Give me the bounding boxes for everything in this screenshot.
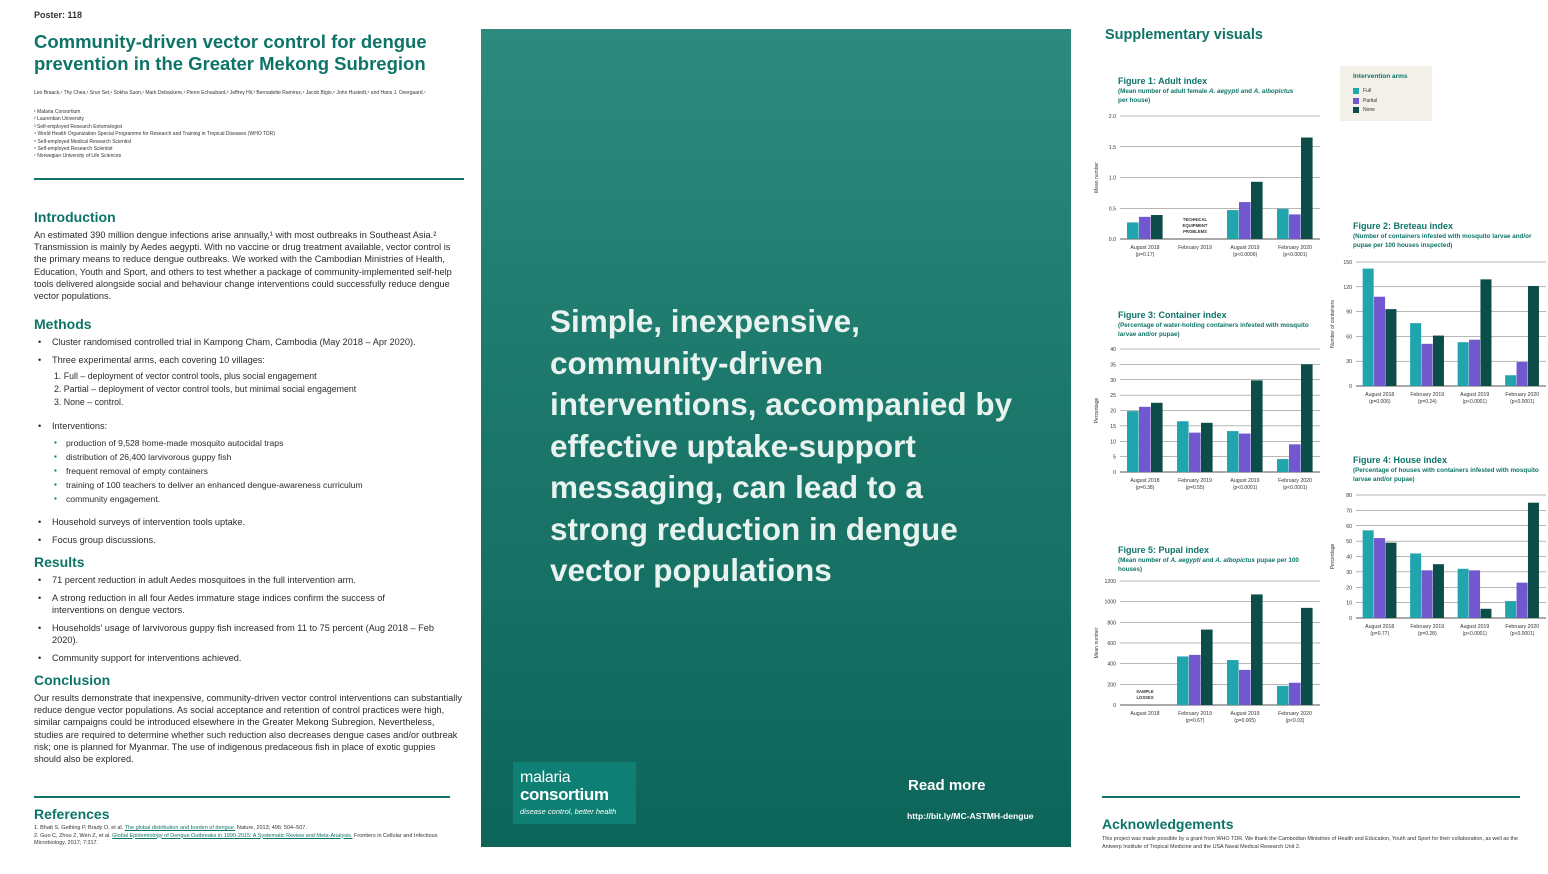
y-axis-label: Number of containers	[1330, 300, 1336, 348]
chart-annotation: EQUIPMENT	[1182, 223, 1208, 228]
figure-2-title: Figure 2: Breteau index	[1353, 221, 1454, 231]
x-tick-label: February 2019	[1410, 624, 1445, 630]
malaria-consortium-logo	[513, 762, 636, 824]
bar-none	[1480, 609, 1491, 618]
bar-full	[1227, 431, 1239, 472]
y-tick-label: 600	[1107, 641, 1116, 647]
legend-title: Intervention arms	[1353, 73, 1408, 80]
y-tick-label: 30	[1346, 359, 1352, 366]
x-tick-label: February 2020	[1278, 478, 1312, 484]
figure-5-chart	[1090, 574, 1330, 729]
chart-annotation: PROBLEMS	[1183, 229, 1207, 234]
p-value-label: (p=0.24)	[1417, 399, 1437, 405]
logo-tagline: disease control, better health	[520, 807, 617, 816]
reference-link[interactable]: Global Epidemiology of Dengue Outbreaks in 1990-2015: A Systematic Review and Meta-Analysis.	[112, 832, 353, 839]
y-tick-label: 1200	[1104, 579, 1116, 585]
y-tick-label: 200	[1107, 682, 1116, 689]
list-item: 1. Full – deployment of vector control tools, plus social engagement	[54, 371, 317, 381]
bar-partial	[1139, 217, 1151, 239]
bar-partial	[1289, 214, 1301, 239]
conclusion-heading: Conclusion	[34, 672, 111, 688]
figure-1-chart	[1090, 108, 1330, 268]
bar-partial	[1469, 340, 1480, 386]
bar-none	[1433, 336, 1444, 386]
bar-none	[1201, 630, 1213, 705]
bar-partial	[1239, 670, 1251, 705]
bar-partial	[1239, 202, 1251, 239]
figure-2-chart	[1326, 255, 1548, 410]
x-tick-label: August 2019	[1230, 478, 1260, 484]
list-item: • Cluster randomised controlled trial in Kampong Cham, Cambodia (May 2018 – Apr 2020).	[34, 336, 464, 348]
y-tick-label: 50	[1346, 539, 1352, 546]
methods-list-a	[34, 336, 464, 366]
p-value-label: (p<0.0001)	[1232, 485, 1258, 491]
y-tick-label: 60	[1346, 523, 1352, 530]
bar-full	[1458, 569, 1469, 618]
list-item: 2. Partial – deployment of vector control tools, but minimal social engagement	[54, 384, 357, 394]
y-tick-label: 15	[1110, 423, 1116, 430]
list-item: • A strong reduction in all four Aedes immature stage indices confirm the success of interventions on dengue vectors.	[34, 592, 462, 616]
y-tick-label: 0	[1349, 384, 1352, 390]
bar-partial	[1517, 583, 1528, 618]
x-tick-label: August 2018	[1130, 245, 1160, 251]
p-value-label: (p=0.006)	[1368, 399, 1391, 405]
poster-title: Community-driven vector control for dengue prevention in the Greater Mekong Subregion	[34, 31, 427, 74]
supplementary-heading: Supplementary visuals	[1105, 27, 1263, 43]
bar-full	[1277, 686, 1289, 705]
bar-none	[1385, 543, 1396, 618]
p-value-label: (p<0.0001)	[1462, 399, 1487, 405]
x-tick-label: August 2018	[1130, 478, 1160, 484]
p-value-label: (p<0.0001)	[1282, 252, 1308, 258]
bar-none	[1251, 380, 1263, 472]
p-value-label: (p=0.38)	[1135, 485, 1155, 491]
list-item: 3. None – control.	[54, 397, 124, 407]
results-list	[34, 574, 462, 664]
figure-2-subtitle: (Number of containers infested with mosquito larvae and/or pupae per 100 houses inspected)	[1353, 233, 1532, 249]
bar-full	[1363, 269, 1374, 386]
y-axis-label: Mean number	[1094, 162, 1100, 193]
bar-full	[1177, 656, 1189, 705]
chart-annotation: LOSSES	[1136, 695, 1154, 700]
methods-heading: Methods	[34, 316, 92, 332]
y-tick-label: 80	[1346, 493, 1352, 499]
chart-annotation: TECHNICAL	[1182, 217, 1208, 222]
affiliation: ³ Self-employed Research Entomologist	[34, 123, 123, 130]
list-item: • Household surveys of intervention tools uptake.	[34, 516, 464, 528]
supplementary-column	[1080, 0, 1548, 874]
affiliation-list	[34, 109, 464, 161]
bar-none	[1151, 215, 1163, 239]
bar-none	[1433, 564, 1444, 618]
bar-partial	[1189, 433, 1201, 472]
bar-none	[1151, 403, 1163, 472]
x-tick-label: February 2020	[1278, 245, 1312, 251]
figure-4-title: Figure 4: House index	[1353, 455, 1448, 465]
list-item: • Households’ usage of larvivorous guppy fish increased from 11 to 75 percent (Aug 2018 – Feb 2020).	[34, 622, 462, 646]
acknowledgements-text: This project was made possible by a grant from WHO TDR. We thank the Cambodian Ministries of Health and Education, Youth and Sport for their collaboration, as well as the Antwerp Institute of Tropical Medicine and the USA Naval Medical Research Unit 2.	[1102, 836, 1518, 850]
p-value-label: (p<0.0001)	[1510, 399, 1535, 405]
introduction-text: An estimated 390 million dengue infections arise annually,¹ with most outbreaks in Southeast Asia.² Transmission is mainly by Aedes aegypti. With no vaccine or drug treatment available, vector control is the primary means to reduce dengue outbreaks. We worked with the Cambodian Ministries of Health, Education, Youth and Sport, and others to test whether a package of community-implemented self-help tools delivered alongside social and behaviour change interventions could successfully reduce dengue vector populations.	[34, 230, 452, 302]
p-value-label: (p=0.55)	[1185, 485, 1205, 491]
list-item: • 71 percent reduction in adult Aedes mosquitoes in the full intervention arm.	[34, 574, 462, 586]
p-value-label: (p<0.0006)	[1232, 252, 1258, 258]
bar-full	[1277, 209, 1289, 239]
reference-item: 2. Guo C, Zhou Z, Wen Z, et al. Global Epidemiology of Dengue Outbreaks in 1990-2015: A Systematic Review and Meta-Analysis. Frontiers in Cellular and Infectious Microbiology, 2017; 7:317.	[34, 832, 438, 847]
y-tick-label: 1.0	[1108, 175, 1116, 182]
bar-full	[1227, 660, 1239, 705]
reference-item: 1. Bhatt S, Gething P, Brady O, et al. The global distribution and burden of dengue. Nature, 2013; 496: 504–507.	[34, 825, 307, 831]
legend-item-full: Full	[1353, 88, 1371, 96]
figure-5-title: Figure 5: Pupal index	[1118, 545, 1210, 555]
x-tick-label: February 2019	[1178, 478, 1212, 484]
bar-none	[1301, 138, 1313, 239]
figure-1-title: Figure 1: Adult index	[1118, 76, 1208, 86]
bar-none	[1201, 423, 1213, 472]
p-value-label: (p=0.67)	[1185, 718, 1205, 724]
x-tick-label: August 2018	[1365, 392, 1395, 398]
y-axis-label: Mean number	[1094, 627, 1100, 659]
y-tick-label: 35	[1110, 362, 1116, 369]
figure-3-title: Figure 3: Container index	[1118, 310, 1227, 320]
x-tick-label: February 2020	[1278, 711, 1312, 717]
p-value-label: (p=0.77)	[1370, 631, 1390, 637]
p-value-label: (p<0.0001)	[1282, 485, 1308, 491]
interventions-label-list	[34, 420, 464, 432]
y-tick-label: 40	[1346, 554, 1352, 561]
x-tick-label: August 2018	[1365, 624, 1395, 630]
bar-partial	[1374, 538, 1385, 618]
y-tick-label: 5	[1113, 454, 1116, 461]
references-heading: References	[34, 806, 110, 822]
x-tick-label: August 2019	[1460, 624, 1490, 630]
chart-annotation: SAMPLE	[1136, 689, 1154, 694]
read-more-label: Read more	[908, 777, 986, 794]
bar-partial	[1189, 655, 1201, 705]
p-value-label: (p=0.17)	[1135, 252, 1155, 258]
y-tick-label: 10	[1346, 600, 1352, 607]
bar-partial	[1422, 344, 1433, 386]
bar-full	[1505, 601, 1516, 618]
arms-list	[54, 370, 464, 409]
figure-3-subtitle: (Percentage of water-holding containers infested with mosquito larvae and/or pupae)	[1118, 322, 1309, 338]
list-item: • Three experimental arms, each covering 10 villages:	[34, 354, 464, 366]
list-item: ▪ distribution of 26,400 larvivorous guppy fish	[52, 450, 464, 464]
y-tick-label: 0.5	[1108, 206, 1116, 213]
y-tick-label: 0	[1113, 703, 1116, 709]
y-tick-label: 800	[1107, 620, 1116, 627]
p-value-label: (p<0.03)	[1285, 718, 1305, 724]
list-item: • Community support for interventions achieved.	[34, 652, 462, 664]
bar-partial	[1289, 683, 1301, 705]
p-value-label: (p=0.28)	[1417, 631, 1437, 637]
list-item: ▪ production of 9,528 home-made mosquito autocidal traps	[52, 436, 464, 450]
reference-list	[34, 825, 464, 848]
header-divider	[34, 178, 464, 180]
figure-4-chart	[1326, 488, 1548, 643]
interventions-list	[52, 436, 464, 506]
x-tick-label: August 2018	[1130, 711, 1160, 717]
list-item: • Focus group discussions.	[34, 534, 464, 546]
bar-none	[1385, 309, 1396, 386]
bar-partial	[1139, 407, 1151, 472]
acknowledgements-heading: Acknowledgements	[1102, 816, 1234, 832]
conclusion-text: Our results demonstrate that inexpensive, community-driven vector control interventions can substantially reduce dengue vector populations. As social acceptance and retention of control practices were high, similar campaigns could be introduced elsewhere in the Greater Mekong Subregion. Nevertheless, studies are required to determine whether such reduction also decreases dengue cases and/or outbreak risk; one is planned for Myanmar. The use of indigenous predaceous fish in place of exotic guppies should also be explored.	[34, 693, 462, 765]
list-item: ▪ community engagement.	[52, 492, 464, 506]
bar-none	[1301, 364, 1313, 472]
p-value-label: (p<0.0001)	[1462, 631, 1487, 637]
bar-full	[1227, 210, 1239, 239]
bar-full	[1127, 411, 1139, 472]
bar-partial	[1422, 570, 1433, 618]
list-item: • Interventions:	[34, 420, 464, 432]
y-tick-label: 30	[1110, 377, 1116, 384]
y-tick-label: 40	[1110, 347, 1116, 353]
x-tick-label: August 2019	[1460, 392, 1490, 398]
p-value-label: (p=0.005)	[1234, 718, 1256, 724]
y-tick-label: 30	[1346, 569, 1352, 576]
bar-none	[1480, 279, 1491, 386]
bar-partial	[1239, 434, 1251, 472]
legend-item-partial: Partial	[1353, 98, 1377, 106]
poster-number: Poster: 118	[34, 10, 83, 20]
x-tick-label: February 2020	[1505, 392, 1540, 398]
logo-word-malaria: malaria	[520, 769, 571, 786]
affiliation: ¹ Malaria Consortium	[34, 109, 81, 115]
methods-list-b	[34, 516, 464, 546]
bar-none	[1251, 182, 1263, 239]
figure-4-subtitle: (Percentage of houses with containers infested with mosquito larvae and/or pupae)	[1353, 467, 1539, 483]
key-message-panel	[481, 29, 1071, 847]
references-divider	[34, 796, 450, 798]
logo-word-consortium: consortium	[520, 785, 609, 804]
affiliation: ² Laurentian University	[34, 116, 85, 123]
x-tick-label: February 2020	[1505, 624, 1540, 630]
affiliation: ⁶ Self-employed Research Scientist	[34, 146, 113, 153]
y-tick-label: 20	[1346, 585, 1352, 592]
bar-none	[1301, 608, 1313, 705]
affiliation: ⁵ Self-employed Medical Research Scientist	[34, 138, 132, 145]
y-tick-label: 0	[1349, 616, 1352, 622]
y-axis-label: Percentage	[1094, 397, 1100, 424]
y-tick-label: 90	[1346, 309, 1352, 316]
x-tick-label: February 2019	[1178, 245, 1212, 251]
bar-full	[1177, 421, 1189, 472]
y-tick-label: 10	[1110, 439, 1116, 446]
y-tick-label: 0	[1113, 470, 1116, 476]
list-item: ▪ training of 100 teachers to deliver an enhanced dengue-awareness curriculum	[52, 478, 464, 492]
y-axis-label: Percentage	[1330, 543, 1336, 570]
y-tick-label: 400	[1107, 661, 1116, 668]
y-tick-label: 1.5	[1108, 144, 1116, 151]
bar-partial	[1289, 444, 1301, 472]
y-tick-label: 0.0	[1108, 237, 1116, 243]
p-value-label: (p<0.0001)	[1510, 631, 1535, 637]
affiliation: ⁴ World Health Organization Special Programme for Research and Training in Tropical Diseases (WHO TDR)	[34, 131, 275, 138]
chart-legend	[1340, 66, 1432, 121]
introduction-heading: Introduction	[34, 209, 116, 225]
bar-full	[1277, 459, 1289, 472]
bar-full	[1410, 323, 1421, 386]
key-message-headline: Simple, inexpensive, community-driven interventions, accompanied by effective uptake-support messaging, can lead to a strong reduction in dengue vector populations	[550, 303, 1013, 588]
bar-none	[1528, 286, 1539, 386]
bar-partial	[1469, 570, 1480, 618]
bar-full	[1505, 375, 1516, 386]
y-tick-label: 70	[1346, 508, 1352, 515]
figure-1-subtitle: (Mean number of adult female A. aegypti and A. albopictus per house)	[1118, 88, 1294, 104]
y-tick-label: 60	[1346, 334, 1352, 341]
bar-partial	[1374, 297, 1385, 386]
figure-5-subtitle: (Mean number of A. aegypti and A. albopictus pupae per 100 houses)	[1118, 557, 1299, 573]
bar-full	[1127, 222, 1139, 239]
y-tick-label: 120	[1343, 284, 1352, 291]
bar-none	[1528, 503, 1539, 618]
x-tick-label: February 2019	[1178, 711, 1212, 717]
x-tick-label: February 2019	[1410, 392, 1445, 398]
legend-item-none: None	[1353, 107, 1375, 115]
y-tick-label: 1000	[1104, 599, 1116, 606]
affiliation: ⁷ Norwegian University of Life Sciences	[34, 153, 122, 160]
y-tick-label: 2.0	[1108, 114, 1116, 120]
reference-link[interactable]: The global distribution and burden of dengue.	[124, 825, 236, 831]
left-column	[34, 0, 464, 874]
y-tick-label: 25	[1110, 393, 1116, 400]
bar-full	[1363, 530, 1374, 618]
results-heading: Results	[34, 554, 85, 570]
acknowledgements-divider	[1102, 796, 1520, 798]
x-tick-label: August 2019	[1230, 711, 1260, 717]
y-tick-label: 150	[1343, 260, 1352, 266]
list-item: ▪ frequent removal of empty containers	[52, 464, 464, 478]
author-list: Leo Braack,¹ Thy Chea,¹ Srun Set,¹ Sokha Suon,¹ Mark Debackere,¹ Pierre Echaubard,² Jeffrey Hii,³ Bernadette Ramirez,⁴ Jacob Bigio,⁵ John Hustedt,⁶ and Hans J. Overgaard.⁷	[34, 90, 426, 96]
bar-full	[1458, 342, 1469, 386]
bar-none	[1251, 594, 1263, 705]
bar-partial	[1517, 362, 1528, 386]
bar-full	[1410, 553, 1421, 618]
x-tick-label: August 2019	[1230, 245, 1260, 251]
figure-3-chart	[1090, 342, 1330, 497]
read-more-link[interactable]: http://bit.ly/MC-ASTMH-dengue	[907, 811, 1034, 821]
y-tick-label: 20	[1110, 408, 1116, 415]
